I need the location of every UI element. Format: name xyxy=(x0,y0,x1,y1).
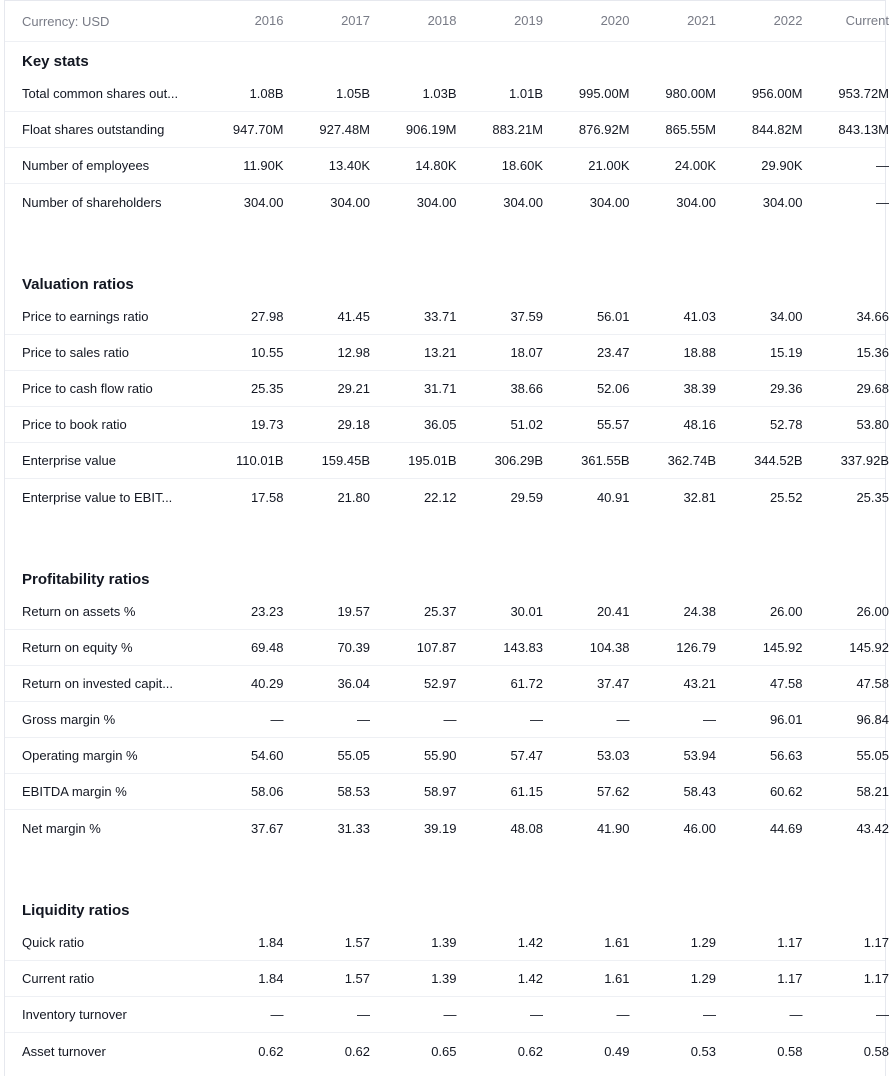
cell-value: 40.91 xyxy=(596,489,630,505)
column-header-current: Current xyxy=(845,12,889,28)
cell-value: 34.00 xyxy=(769,309,803,324)
table-row xyxy=(5,299,889,335)
row-label: Price to sales ratio xyxy=(22,345,129,360)
cell-value: 1.42 xyxy=(517,971,543,986)
row-label: Operating margin % xyxy=(22,748,138,763)
table-row xyxy=(5,76,889,112)
cell-value: 15.36 xyxy=(856,345,889,360)
table-row xyxy=(5,335,889,371)
cell-value: 55.57 xyxy=(596,417,630,432)
cell-value: 23.47 xyxy=(596,345,630,360)
cell-value: 980.00M xyxy=(665,86,716,101)
cell-value: 159.45B xyxy=(321,453,370,468)
cell-value: 70.39 xyxy=(337,640,370,655)
cell-value: 876.92M xyxy=(578,122,630,137)
cell-value: — xyxy=(616,712,630,727)
cell-value: — xyxy=(270,712,284,727)
cell-value: 906.19M xyxy=(405,122,457,137)
cell-value: 1.29 xyxy=(690,971,716,986)
cell-value: 32.81 xyxy=(683,489,716,505)
cell-value: 195.01B xyxy=(408,453,457,468)
cell-value: 56.01 xyxy=(596,309,630,324)
cell-value: 56.63 xyxy=(769,748,803,763)
table-row xyxy=(5,925,889,961)
cell-value: 44.69 xyxy=(769,820,803,836)
cell-value: 34.66 xyxy=(856,309,889,324)
row-label: Return on invested capit... xyxy=(22,676,174,691)
cell-value: 31.33 xyxy=(337,820,370,836)
cell-value: 15.19 xyxy=(769,345,803,360)
cell-value: 0.49 xyxy=(604,1043,630,1059)
cell-value: 362.74B xyxy=(667,453,716,468)
cell-value: 38.39 xyxy=(683,381,716,396)
cell-value: 104.38 xyxy=(589,640,630,655)
cell-value: 11.90K xyxy=(243,158,284,173)
cell-value: 1.61 xyxy=(604,935,630,950)
row-label: Inventory turnover xyxy=(22,1007,127,1022)
cell-value: 883.21M xyxy=(492,122,543,137)
cell-value: — xyxy=(876,1007,889,1022)
column-header-2018: 2018 xyxy=(427,12,457,28)
currency-label: Currency: USD xyxy=(22,13,110,29)
cell-value: 58.21 xyxy=(856,784,889,799)
table-row xyxy=(5,443,889,479)
cell-value: 53.03 xyxy=(596,748,630,763)
cell-value: 51.02 xyxy=(510,417,543,432)
cell-value: — xyxy=(530,712,543,727)
cell-value: 344.52B xyxy=(754,453,803,468)
cell-value: 0.62 xyxy=(344,1043,370,1059)
cell-value: 36.05 xyxy=(423,417,457,432)
cell-value: 48.16 xyxy=(683,417,716,432)
table-row xyxy=(5,666,889,702)
cell-value: 58.53 xyxy=(337,784,370,799)
column-header-2016: 2016 xyxy=(254,12,284,28)
section-title: Key stats xyxy=(22,53,89,70)
cell-value: 47.58 xyxy=(856,676,889,691)
row-label: Price to earnings ratio xyxy=(22,309,149,324)
row-label: Total common shares out... xyxy=(22,86,179,101)
cell-value: 304.00 xyxy=(676,194,716,210)
cell-value: — xyxy=(616,1007,630,1022)
cell-value: 52.97 xyxy=(423,676,457,691)
cell-value: 1.17 xyxy=(863,935,889,950)
cell-value: 1.17 xyxy=(863,971,889,986)
cell-value: 41.90 xyxy=(596,820,630,836)
cell-value: 31.71 xyxy=(423,381,457,396)
cell-value: 58.97 xyxy=(423,784,457,799)
cell-value: 60.62 xyxy=(769,784,803,799)
cell-value: 12.98 xyxy=(337,345,370,360)
cell-value: 1.84 xyxy=(258,935,284,950)
cell-value: 21.00K xyxy=(588,158,630,173)
cell-value: 38.66 xyxy=(510,381,543,396)
cell-value: — xyxy=(443,1007,457,1022)
cell-value: 41.45 xyxy=(337,309,370,324)
cell-value: 25.37 xyxy=(423,604,457,619)
cell-value: 1.42 xyxy=(517,935,543,950)
cell-value: 1.08B xyxy=(249,86,284,101)
cell-value: 361.55B xyxy=(581,453,630,468)
cell-value: — xyxy=(876,158,889,173)
cell-value: 53.80 xyxy=(856,417,889,432)
cell-value: 29.90K xyxy=(761,158,803,173)
cell-value: 953.72M xyxy=(838,86,889,101)
row-label: Quick ratio xyxy=(22,935,85,950)
cell-value: 48.08 xyxy=(510,820,543,836)
table-header xyxy=(5,1,889,42)
cell-value: 43.21 xyxy=(683,676,716,691)
cell-value: 19.73 xyxy=(250,417,284,432)
cell-value: 37.59 xyxy=(510,309,543,324)
cell-value: 30.01 xyxy=(510,604,543,619)
cell-value: 29.21 xyxy=(337,381,370,396)
cell-value: 37.67 xyxy=(250,820,284,836)
row-label: Price to cash flow ratio xyxy=(22,381,153,396)
cell-value: 52.78 xyxy=(769,417,803,432)
cell-value: 107.87 xyxy=(416,640,457,655)
table-row xyxy=(5,630,889,666)
table-row xyxy=(5,810,889,846)
cell-value: 1.01B xyxy=(509,86,543,101)
cell-value: 29.18 xyxy=(337,417,370,432)
section-profitability-ratios xyxy=(5,560,889,846)
cell-value: 18.60K xyxy=(501,158,543,173)
cell-value: 1.84 xyxy=(258,971,284,986)
cell-value: 143.83 xyxy=(503,640,543,655)
cell-value: — xyxy=(703,1007,716,1022)
row-label: EBITDA margin % xyxy=(22,784,127,799)
cell-value: 26.00 xyxy=(769,604,803,619)
cell-value: 304.00 xyxy=(243,194,284,210)
cell-value: 0.58 xyxy=(777,1043,803,1059)
cell-value: 844.82M xyxy=(751,122,803,137)
cell-value: 0.58 xyxy=(863,1043,889,1059)
cell-value: 96.01 xyxy=(769,712,803,727)
cell-value: 1.61 xyxy=(604,971,630,986)
cell-value: 61.15 xyxy=(510,784,543,799)
cell-value: 18.88 xyxy=(683,345,716,360)
row-label: Number of shareholders xyxy=(22,194,162,210)
cell-value: 0.65 xyxy=(431,1043,457,1059)
row-label: Enterprise value to EBIT... xyxy=(22,489,173,505)
cell-value: 29.59 xyxy=(510,489,543,505)
cell-value: 20.41 xyxy=(596,604,630,619)
cell-value: 10.55 xyxy=(250,345,284,360)
cell-value: 39.19 xyxy=(423,820,457,836)
table-row xyxy=(5,184,889,220)
cell-value: 843.13M xyxy=(838,122,889,137)
cell-value: — xyxy=(876,194,889,210)
cell-value: 58.43 xyxy=(683,784,716,799)
cell-value: — xyxy=(357,1007,370,1022)
section-title: Liquidity ratios xyxy=(22,902,130,919)
section-liquidity-ratios xyxy=(5,891,889,1069)
cell-value: 36.04 xyxy=(337,676,370,691)
cell-value: 25.52 xyxy=(769,489,803,505)
row-label: Net margin % xyxy=(22,820,101,836)
table-row xyxy=(5,1033,889,1069)
cell-value: 27.98 xyxy=(250,309,284,324)
cell-value: 96.84 xyxy=(856,712,889,727)
cell-value: 54.60 xyxy=(250,748,284,763)
cell-value: 0.62 xyxy=(517,1043,543,1059)
cell-value: 304.00 xyxy=(762,194,803,210)
cell-value: 24.38 xyxy=(683,604,716,619)
cell-value: 55.90 xyxy=(423,748,457,763)
cell-value: 57.62 xyxy=(596,784,630,799)
cell-value: 24.00K xyxy=(674,158,716,173)
cell-value: 47.58 xyxy=(769,676,803,691)
cell-value: 145.92 xyxy=(849,640,889,655)
table-row xyxy=(5,594,889,630)
cell-value: 110.01B xyxy=(236,453,284,468)
cell-value: 947.70M xyxy=(232,122,284,137)
cell-value: 25.35 xyxy=(856,489,889,505)
cell-value: 19.57 xyxy=(337,604,370,619)
cell-value: 14.80K xyxy=(415,158,457,173)
cell-value: 40.29 xyxy=(250,676,284,691)
cell-value: 126.79 xyxy=(676,640,716,655)
column-header-2021: 2021 xyxy=(687,12,716,28)
table-row xyxy=(5,961,889,997)
cell-value: 0.53 xyxy=(690,1043,716,1059)
cell-value: 1.17 xyxy=(777,971,803,986)
cell-value: 337.92B xyxy=(840,453,889,468)
table-row xyxy=(5,702,889,738)
cell-value: 306.29B xyxy=(494,453,543,468)
cell-value: 1.03B xyxy=(422,86,457,101)
column-header-2017: 2017 xyxy=(341,12,370,28)
cell-value: 995.00M xyxy=(578,86,630,101)
column-header-2019: 2019 xyxy=(514,12,543,28)
cell-value: — xyxy=(357,712,370,727)
cell-value: 25.35 xyxy=(250,381,284,396)
cell-value: 927.48M xyxy=(319,122,370,137)
cell-value: 33.71 xyxy=(423,309,457,324)
cell-value: — xyxy=(443,712,457,727)
cell-value: 46.00 xyxy=(683,820,716,836)
cell-value: — xyxy=(530,1007,543,1022)
cell-value: 41.03 xyxy=(683,309,716,324)
cell-value: 21.80 xyxy=(337,489,370,505)
cell-value: 865.55M xyxy=(665,122,716,137)
section-title: Profitability ratios xyxy=(22,571,150,588)
table-row xyxy=(5,148,889,184)
cell-value: 1.17 xyxy=(777,935,803,950)
cell-value: 1.57 xyxy=(344,971,370,986)
cell-value: 57.47 xyxy=(510,748,543,763)
cell-value: 69.48 xyxy=(250,640,284,655)
cell-value: 26.00 xyxy=(856,604,889,619)
row-label: Asset turnover xyxy=(22,1043,106,1059)
cell-value: 1.29 xyxy=(690,935,716,950)
cell-value: — xyxy=(270,1007,284,1022)
section-valuation-ratios xyxy=(5,265,889,515)
table-row xyxy=(5,112,889,148)
row-label: Current ratio xyxy=(22,971,95,986)
table-row xyxy=(5,774,889,810)
cell-value: 13.21 xyxy=(423,345,457,360)
cell-value: 18.07 xyxy=(510,345,543,360)
section-title: Valuation ratios xyxy=(22,276,134,293)
financial-stats-table xyxy=(4,0,889,1076)
cell-value: 53.94 xyxy=(683,748,716,763)
column-header-2020: 2020 xyxy=(600,12,630,28)
column-header-2022: 2022 xyxy=(773,12,803,28)
cell-value: 304.00 xyxy=(416,194,457,210)
cell-value: 22.12 xyxy=(423,489,457,505)
cell-value: 43.42 xyxy=(856,820,889,836)
cell-value: 956.00M xyxy=(751,86,803,101)
cell-value: 1.39 xyxy=(431,971,457,986)
row-label: Price to book ratio xyxy=(22,417,127,432)
cell-value: 55.05 xyxy=(856,748,889,763)
cell-value: 1.39 xyxy=(431,935,457,950)
table-row xyxy=(5,479,889,515)
cell-value: 55.05 xyxy=(337,748,370,763)
table-row xyxy=(5,371,889,407)
cell-value: 17.58 xyxy=(250,489,284,505)
cell-value: 1.57 xyxy=(344,935,370,950)
row-label: Enterprise value xyxy=(22,453,116,468)
row-label: Number of employees xyxy=(22,158,150,173)
table-row xyxy=(5,997,889,1033)
cell-value: 304.00 xyxy=(330,194,370,210)
cell-value: 29.68 xyxy=(856,381,889,396)
cell-value: 52.06 xyxy=(596,381,630,396)
row-label: Float shares outstanding xyxy=(22,122,165,137)
row-label: Gross margin % xyxy=(22,712,116,727)
row-label: Return on equity % xyxy=(22,640,133,655)
table-row xyxy=(5,407,889,443)
cell-value: 61.72 xyxy=(510,676,543,691)
cell-value: 304.00 xyxy=(589,194,630,210)
cell-value: 58.06 xyxy=(250,784,284,799)
cell-value: 0.62 xyxy=(258,1043,284,1059)
cell-value: 145.92 xyxy=(762,640,803,655)
cell-value: 13.40K xyxy=(328,158,370,173)
cell-value: 304.00 xyxy=(503,194,543,210)
table-row xyxy=(5,738,889,774)
cell-value: 1.05B xyxy=(336,86,370,101)
cell-value: — xyxy=(703,712,716,727)
row-label: Return on assets % xyxy=(22,604,136,619)
cell-value: 23.23 xyxy=(250,604,284,619)
cell-value: 37.47 xyxy=(596,676,630,691)
section-key-stats xyxy=(5,42,889,220)
cell-value: 29.36 xyxy=(769,381,803,396)
cell-value: — xyxy=(789,1007,803,1022)
